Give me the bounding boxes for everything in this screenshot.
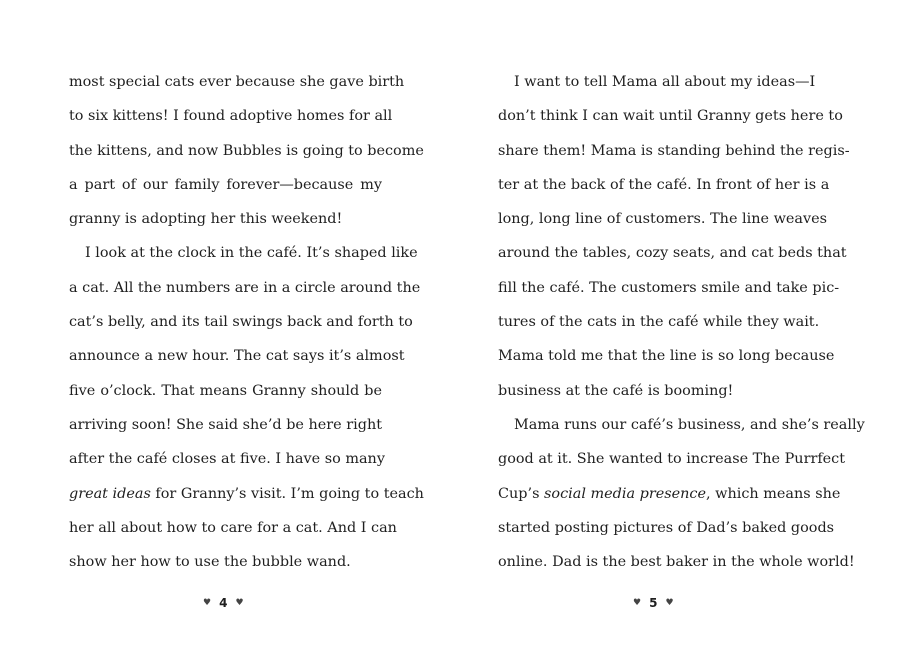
text-line: a cat. All the numbers are in a circle around the: [69, 279, 421, 296]
text-line: [498, 477, 841, 511]
text-line: after the café closes at five. I have so many: [69, 451, 385, 468]
text-span: , which means she: [705, 485, 841, 502]
text-line: online. Dad is the best baker in the whole world!: [498, 554, 855, 571]
text-span: for Granny’s visit. I’m going to teach: [150, 485, 424, 502]
text-line: I want to tell Mama all about my ideas—I: [514, 74, 816, 90]
text-line: [69, 477, 424, 511]
heart-icon: ♥: [203, 597, 212, 608]
text-line: most special cats ever because she gave birth: [69, 74, 405, 90]
left-page: [69, 65, 424, 579]
text-line: show her how to use the bubble wand.: [69, 554, 351, 571]
text-line: I look at the clock in the café. It’s shaped like: [85, 245, 418, 262]
text-line: the kittens, and now Bubbles is going to become: [69, 142, 424, 159]
text-line: ter at the back of the café. In front of her is a: [498, 176, 830, 193]
text-line: five o’clock. That means Granny should be: [69, 382, 382, 399]
heart-icon: ♥: [665, 597, 674, 608]
text-line: business at the café is booming!: [498, 382, 734, 399]
text-line: arriving soon! She said she’d be here right: [69, 416, 382, 433]
right-page: [498, 65, 865, 579]
text-line: a part of our family forever—because my: [69, 176, 382, 193]
page-number: 4: [219, 596, 228, 610]
page-footer-right: [633, 592, 674, 614]
text-line: Mama told me that the line is so long because: [498, 348, 835, 365]
text-span: Cup’s: [498, 485, 545, 502]
page-footer-left: [203, 592, 244, 614]
text-line: started posting pictures of Dad’s baked goods: [498, 519, 835, 536]
text-line: share them! Mama is standing behind the regis-: [498, 142, 850, 159]
text-line: tures of the cats in the café while they wait.: [498, 314, 820, 331]
page-number: 5: [649, 596, 658, 610]
heart-icon: ♥: [633, 597, 642, 608]
text-line: cat’s belly, and its tail swings back and forth to: [69, 314, 413, 331]
text-line: long, long line of customers. The line weaves: [498, 211, 828, 228]
text-line: Mama runs our café’s business, and she’s really: [514, 416, 865, 433]
text-line: don’t think I can wait until Granny gets here to: [498, 108, 843, 125]
text-line: announce a new hour. The cat says it’s almost: [69, 348, 405, 365]
text-line: fill the café. The customers smile and take pic-: [498, 279, 840, 296]
italic-phrase: great ideas: [69, 485, 151, 502]
text-line: her all about how to care for a cat. And I can: [69, 519, 397, 536]
italic-phrase: social media presence: [544, 485, 706, 502]
text-line: to six kittens! I found adoptive homes for all: [69, 108, 393, 125]
text-line: granny is adopting her this weekend!: [69, 211, 343, 228]
text-line: good at it. She wanted to increase The Purrfect: [498, 451, 846, 468]
heart-icon: ♥: [235, 597, 244, 608]
text-line: around the tables, cozy seats, and cat beds that: [498, 245, 847, 262]
